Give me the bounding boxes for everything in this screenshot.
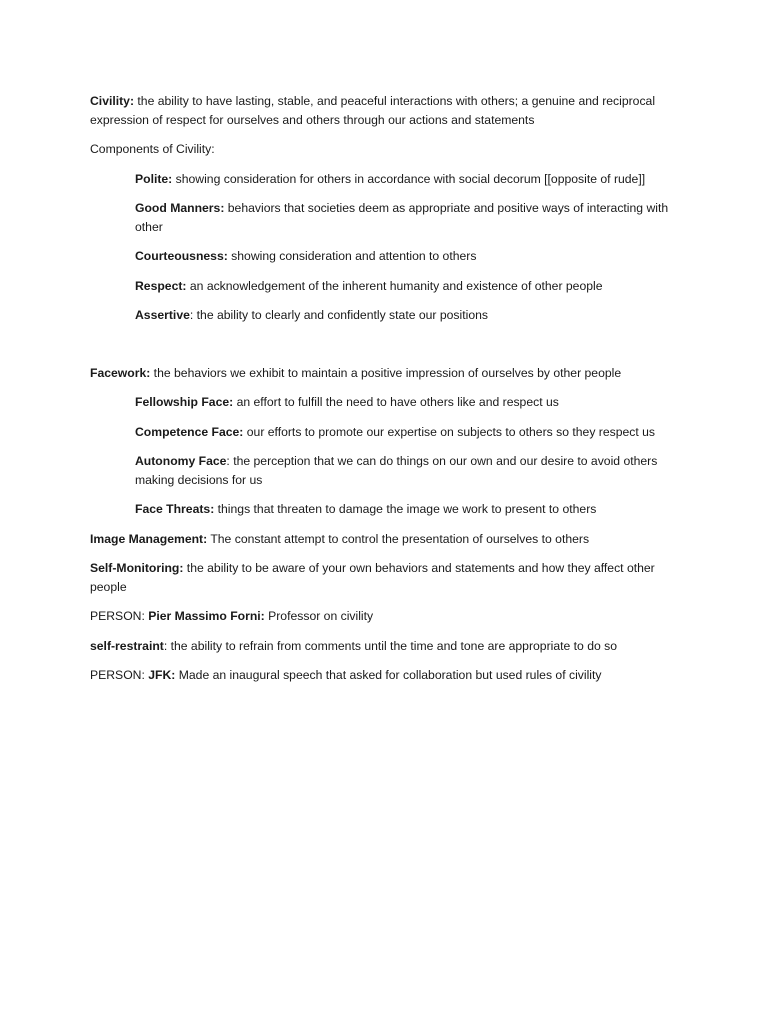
term-label: Assertive <box>135 308 190 322</box>
person-prefix: PERSON: <box>90 609 149 623</box>
component-courteousness <box>135 247 690 266</box>
definition-text: showing consideration and attention to others <box>227 249 477 263</box>
face-competence <box>135 423 690 442</box>
person-prefix: PERSON: <box>90 668 149 682</box>
definition-text: an effort to fulfill the need to have others like and respect us <box>233 395 559 409</box>
term-label: Fellowship Face: <box>135 395 234 409</box>
term-label: Courteousness: <box>135 249 228 263</box>
self-restraint-definition <box>90 637 690 656</box>
term-label: Pier Massimo Forni: <box>148 609 265 623</box>
document-page <box>90 92 690 696</box>
image-management-definition <box>90 530 690 549</box>
facework-definition <box>90 364 690 383</box>
component-assertive <box>135 306 690 325</box>
self-monitoring-definition <box>90 559 690 596</box>
component-good-manners <box>135 199 690 236</box>
face-threats <box>135 500 690 519</box>
term-label: JFK: <box>148 668 176 682</box>
term-label: Facework: <box>90 365 151 380</box>
definition-text: The constant attempt to control the presentation of ourselves to others <box>207 531 590 546</box>
term-label: Respect: <box>135 278 187 293</box>
definition-text: showing consideration for others in accordance with social decorum [[opposite of rude]] <box>172 171 646 186</box>
component-polite <box>135 170 690 189</box>
definition-text: behaviors that societies deem as appropriate and positive ways of interacting with other <box>135 201 669 234</box>
definition-text: our efforts to promote our expertise on subjects to others so they respect us <box>243 424 656 439</box>
component-respect <box>135 277 690 296</box>
definition-text: things that threaten to damage the image we work to present to others <box>214 502 597 516</box>
term-label: Competence Face: <box>135 424 244 439</box>
section-spacer <box>90 336 690 364</box>
face-fellowship <box>135 393 690 412</box>
definition-text: the ability to be aware of your own behaviors and statements and how they affect other people <box>90 561 655 594</box>
person-forni <box>90 607 690 626</box>
definition-text: Made an inaugural speech that asked for collaboration but used rules of civility <box>175 668 602 682</box>
term-label: Image Management: <box>90 531 208 546</box>
term-label: Autonomy Face <box>135 454 227 468</box>
term-label: Civility: <box>90 94 135 108</box>
term-label: Good Manners: <box>135 201 225 215</box>
definition-text: the behaviors we exhibit to maintain a positive impression of ourselves by other people <box>150 365 622 380</box>
definition-text: : the ability to clearly and confidently state our positions <box>189 308 488 322</box>
person-jfk <box>90 666 690 685</box>
definition-text: an acknowledgement of the inherent humanity and existence of other people <box>186 278 603 293</box>
term-label: Polite: <box>135 171 173 186</box>
face-autonomy <box>135 452 690 489</box>
definition-text: : the ability to refrain from comments until the time and tone are appropriate to do so <box>163 638 618 653</box>
definition-text: : the perception that we can do things on our own and our desire to avoid others making decisions for us <box>135 454 658 487</box>
term-label: self-restraint <box>90 638 164 653</box>
civility-definition <box>90 92 690 129</box>
components-heading: Components of Civility: <box>90 142 215 156</box>
term-label: Self-Monitoring: <box>90 561 184 575</box>
definition-text: the ability to have lasting, stable, and peaceful interactions with others; a genuine and reciprocal expression of respect for ourselves and others through our actions and statements <box>90 94 656 127</box>
definition-text: Professor on civility <box>264 609 374 623</box>
term-label: Face Threats: <box>135 502 215 516</box>
